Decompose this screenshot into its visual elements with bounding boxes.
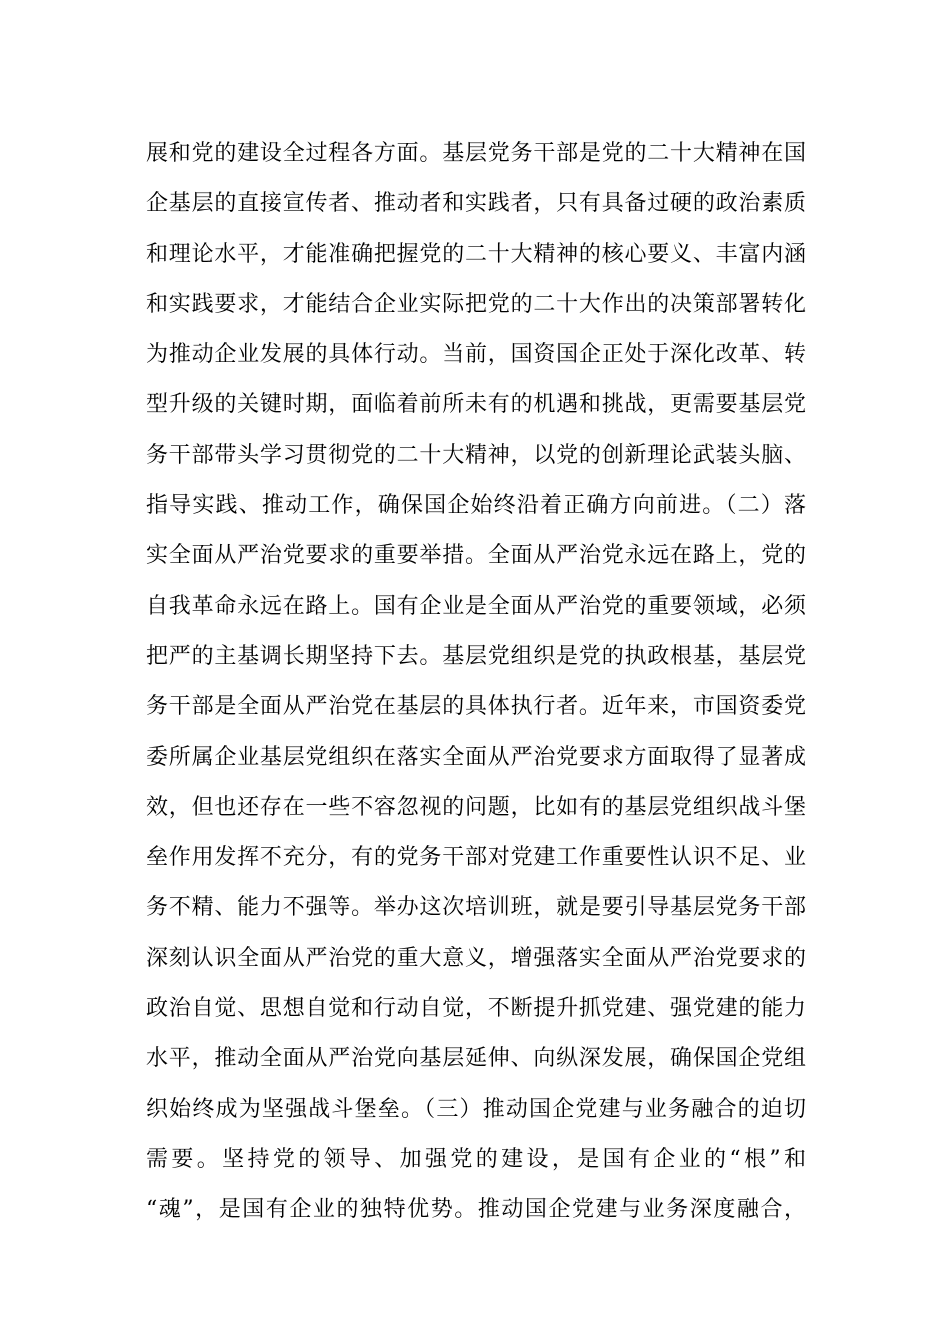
text-line: 务不精、能力不强等。举办这次培训班，就是要引导基层党务干部 [146,895,806,921]
text-line: 务干部带头学习贯彻党的二十大精神，以党的创新理论武装头脑、 [146,442,806,468]
text-line: 效，但也还存在一些不容忽视的问题，比如有的基层党组织战斗堡 [146,794,806,820]
text-line: 水平，推动全面从严治党向基层延伸、向纵深发展，确保国企党组 [146,1046,806,1072]
text-line: 政治自觉、思想自觉和行动自觉，不断提升抓党建、强党建的能力 [146,996,806,1022]
text-line: 指导实践、推动工作，确保国企始终沿着正确方向前进。（二）落 [146,493,806,519]
text-line: 企基层的直接宣传者、推动者和实践者，只有具备过硬的政治素质 [146,191,806,217]
text-line: 垒作用发挥不充分，有的党务干部对党建工作重要性认识不足、业 [146,845,806,871]
body-text [146,129,806,1236]
text-line: 型升级的关键时期，面临着前所未有的机遇和挑战，更需要基层党 [146,392,806,418]
text-line: 和理论水平，才能准确把握党的二十大精神的核心要义、丰富内涵 [146,241,806,267]
text-line: 为推动企业发展的具体行动。当前，国资国企正处于深化改革、转 [146,342,806,368]
text-line: 需要。坚持党的领导、加强党的建设，是国有企业的“根”和 [146,1146,806,1172]
text-line: 实全面从严治党要求的重要举措。全面从严治党永远在路上，党的 [146,543,806,569]
text-line: 委所属企业基层党组织在落实全面从严治党要求方面取得了显著成 [146,744,806,770]
text-line: 自我革命永远在路上。国有企业是全面从严治党的重要领域，必须 [146,593,806,619]
text-line: 深刻认识全面从严治党的重大意义，增强落实全面从严治党要求的 [146,945,806,971]
text-line: “魂”，是国有企业的独特优势。推动国企党建与业务深度融合， [146,1197,806,1223]
text-line: 织始终成为坚强战斗堡垒。（三）推动国企党建与业务融合的迫切 [146,1096,806,1122]
text-line: 展和党的建设全过程各方面。基层党务干部是党的二十大精神在国 [146,141,806,166]
text-line: 和实践要求，才能结合企业实际把党的二十大作出的决策部署转化 [146,291,806,317]
text-line: 务干部是全面从严治党在基层的具体执行者。近年来，市国资委党 [146,694,806,720]
text-line: 把严的主基调长期坚持下去。基层党组织是党的执政根基，基层党 [146,643,806,669]
